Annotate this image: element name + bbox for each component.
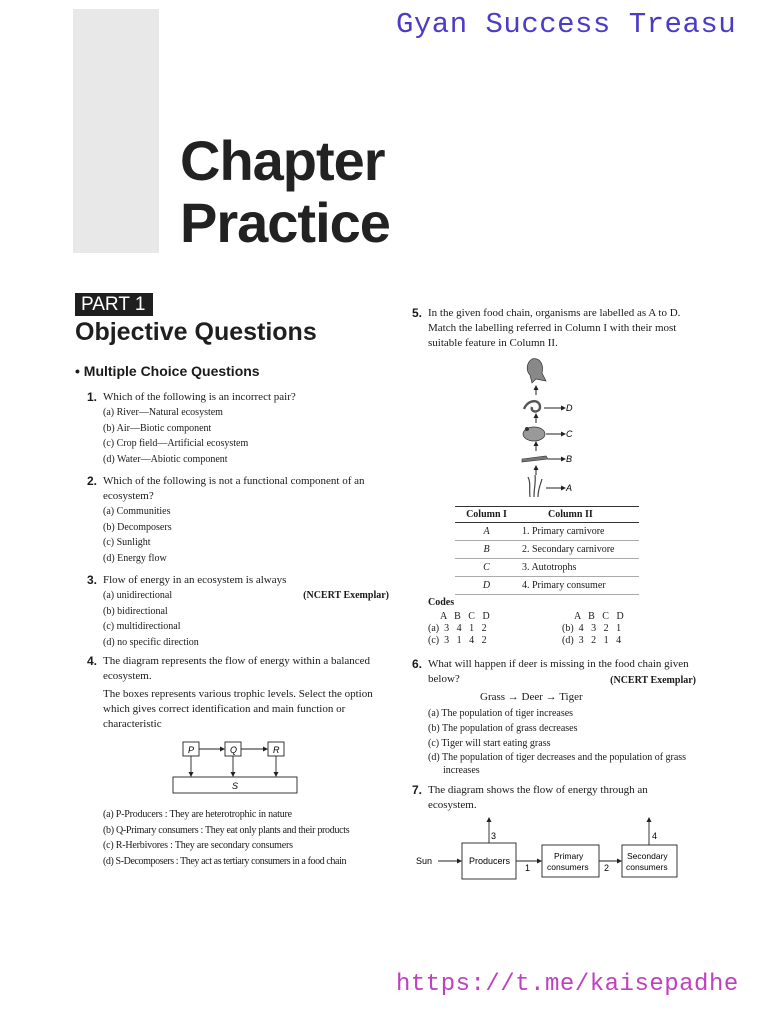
option-b: (b) Q-Primary consumers : They eat only plants and their products bbox=[103, 824, 350, 836]
mcq-heading: • Multiple Choice Questions bbox=[75, 363, 260, 379]
section-title: Objective Questions bbox=[75, 318, 317, 346]
option-c: (c) Crop field—Artificial ecosystem bbox=[103, 438, 249, 449]
question-number: 7. bbox=[412, 783, 423, 797]
hawk-icon bbox=[527, 359, 546, 383]
watermark-link: https://t.me/kaisepadhe bbox=[396, 971, 739, 998]
question-number: 6. bbox=[412, 657, 423, 671]
primary-consumers-box bbox=[542, 845, 599, 877]
secondary-consumers-box bbox=[622, 845, 677, 877]
chapter-title bbox=[180, 130, 390, 254]
match-table bbox=[455, 506, 639, 595]
part-badge: PART 1 bbox=[75, 293, 153, 316]
table-header-column-1: Column I bbox=[455, 507, 518, 523]
snake-icon bbox=[524, 401, 540, 411]
option-d: (d) Energy flow bbox=[103, 552, 167, 564]
question-number: 3. bbox=[87, 573, 98, 587]
question-3 bbox=[87, 573, 389, 650]
question-2 bbox=[87, 474, 393, 566]
question-number: 2. bbox=[87, 474, 98, 488]
source-tag-q6: (NCERT Exemplar) bbox=[610, 675, 696, 686]
chain-label-c: C bbox=[566, 429, 573, 439]
question-stem: In the given food chain, organisms are labelled as A to D. Match the labelling referred in Column I with their most suitable feature in Column II. bbox=[428, 307, 681, 349]
question-5 bbox=[412, 306, 696, 351]
question-4 bbox=[87, 654, 391, 732]
option-d: (d) The population of tiger decreases and the population of grass increases bbox=[428, 752, 687, 776]
option-d: (d) no specific direction bbox=[103, 636, 199, 648]
primary-label-2: consumers bbox=[547, 862, 589, 872]
trophic-flow-diagram bbox=[168, 738, 308, 798]
sun-label: Sun bbox=[416, 856, 433, 866]
table-row: D 4. Primary consumer bbox=[455, 577, 639, 595]
chain-label-a: A bbox=[566, 483, 573, 493]
codes-left: A B C D (a) 3 4 1 2 (c) 3 1 4 2 bbox=[428, 611, 490, 646]
food-chain-figure bbox=[510, 355, 590, 500]
option-a: (a) P-Producers : They are heterotrophic in nature bbox=[103, 809, 292, 820]
question-stem: The diagram shows the flow of energy through an ecosystem. bbox=[428, 784, 648, 811]
option-d: (d) Water—Abiotic component bbox=[103, 453, 228, 465]
label-r: R bbox=[273, 745, 280, 755]
table-row: B 2. Secondary carnivore bbox=[455, 541, 639, 559]
grasshopper-icon bbox=[522, 456, 548, 462]
question-number: 4. bbox=[87, 654, 98, 668]
option-c: (c) multidirectional bbox=[103, 621, 181, 632]
option-b: (b) Decomposers bbox=[103, 521, 172, 533]
option-c: (c) Sunlight bbox=[103, 537, 151, 548]
question-number: 5. bbox=[412, 306, 423, 320]
question-stem: What will happen if deer is missing in the food chain given below? bbox=[428, 658, 689, 685]
question-stem: Which of the following is not a functional component of an ecosystem? bbox=[103, 475, 365, 502]
question-stem: The diagram represents the flow of energy within a balanced ecosystem. bbox=[103, 655, 371, 682]
option-b: (b) bidirectional bbox=[103, 605, 168, 617]
decorative-gray-block bbox=[73, 9, 159, 253]
option-a: (a) River—Natural ecosystem bbox=[103, 407, 223, 418]
label-q: Q bbox=[230, 745, 238, 755]
secondary-label-1: Secondary bbox=[627, 851, 668, 861]
option-b: (b) The population of grass decreases bbox=[428, 723, 578, 734]
chain-label-b: B bbox=[566, 454, 573, 464]
question-7 bbox=[412, 783, 696, 813]
option-c: (c) Tiger will start eating grass bbox=[428, 738, 551, 749]
option-b: (b) Air—Biotic component bbox=[103, 422, 212, 434]
frog-icon bbox=[523, 427, 545, 441]
flow-number-1: 1 bbox=[525, 863, 531, 873]
food-chain-text: Grass → Deer → Tiger bbox=[480, 691, 583, 703]
question-stem-continued: The boxes represents various trophic levels. Select the option which gives correct identification and main function or characteristic bbox=[103, 688, 373, 730]
energy-flow-diagram bbox=[414, 815, 684, 885]
chain-label-d: D bbox=[566, 403, 573, 413]
question-1 bbox=[87, 390, 393, 467]
label-p: P bbox=[188, 745, 195, 755]
source-tag: (NCERT Exemplar) bbox=[303, 590, 389, 601]
codes-right: A B C D (b) 4 3 2 1 (d) 3 2 1 4 bbox=[562, 611, 624, 646]
chapter-title-line1: Chapter bbox=[180, 129, 385, 192]
question-4-options bbox=[103, 807, 398, 869]
chapter-title-line2: Practice bbox=[180, 191, 390, 254]
question-stem: Flow of energy in an ecosystem is always bbox=[103, 574, 287, 586]
question-6-options bbox=[428, 706, 698, 777]
primary-label-1: Primary bbox=[554, 851, 584, 861]
option-a: (a) The population of tiger increases bbox=[428, 708, 574, 719]
grass-icon bbox=[528, 475, 542, 497]
table-row: A 1. Primary carnivore bbox=[455, 523, 639, 541]
option-a: (a) unidirectional bbox=[103, 590, 173, 601]
flow-number-2: 2 bbox=[604, 863, 610, 873]
watermark-header: Gyan Success Treasu bbox=[396, 8, 737, 41]
secondary-label-2: consumers bbox=[626, 862, 668, 872]
option-d: (d) S-Decomposers : They act as tertiary consumers in a food chain bbox=[103, 855, 347, 867]
flow-number-4: 4 bbox=[652, 831, 658, 841]
option-a: (a) Communities bbox=[103, 506, 171, 517]
question-number: 1. bbox=[87, 390, 98, 404]
table-header-column-2: Column II bbox=[518, 507, 639, 523]
question-stem: Which of the following is an incorrect pair? bbox=[103, 391, 296, 403]
codes-label: Codes bbox=[428, 597, 455, 608]
option-c: (c) R-Herbivores : They are secondary consumers bbox=[103, 840, 293, 851]
table-row: C 3. Autotrophs bbox=[455, 559, 639, 577]
producers-label: Producers bbox=[469, 856, 511, 866]
label-s: S bbox=[232, 781, 239, 791]
flow-number-3: 3 bbox=[491, 831, 497, 841]
